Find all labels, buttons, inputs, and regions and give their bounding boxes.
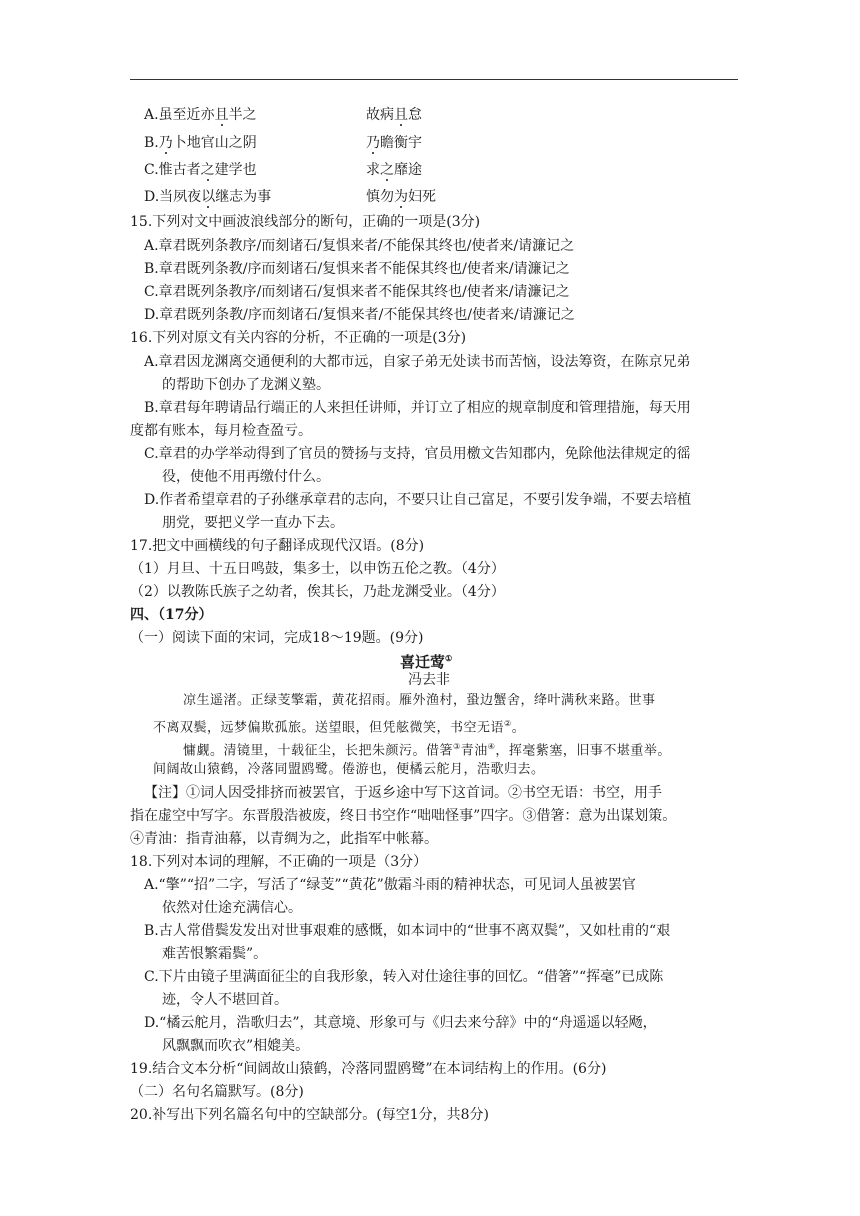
q16-stem: 16.下列对原文有关内容的分析，不正确的一项是(3分) — [130, 330, 467, 346]
q19-stem: 19.结合文本分析“间阔故山猿鹤，冷落同盟鸥鹭”在本词结构上的作用。(6分) — [130, 1061, 607, 1077]
q20-stem: 20.补写出下列名篇名句中的空缺部分。(每空1分，共8分) — [130, 1107, 490, 1123]
q14-option-b-compare: 乃瞻衡宇 — [366, 135, 422, 151]
q18-stem: 18.下列对本词的理解，不正确的一项是（3分） — [130, 854, 428, 870]
poem-line-1: 凉生遥渚。正绿芰擎霜，黄花招雨。雁外渔村，蛩边蟹舍，绛叶满秋来路。世事 — [183, 693, 656, 708]
q18-option-c: C.下片由镜子里满面征尘的自我形象，转入对仕途往事的回忆。“借箸”“挥毫”已成陈 — [144, 969, 664, 985]
q18-option-d-cont: 风飘飘而吹衣”相媲美。 — [162, 1038, 310, 1054]
q15-option-b: B.章君既列条教/序而刻诸石/复惧来者不能保其终也/使者来/请濂记之 — [144, 261, 570, 277]
q16-option-a: A.章君因龙渊离交通便利的大都市远，自家子弟无处读书而苦恼，设法筹资，在陈京兄弟 — [144, 354, 691, 370]
q14-option-b: B.乃卜地官山之阴 — [144, 135, 257, 151]
q15-option-d: D.章君既列条教/序而刻诸石/复惧来者/不能保其终也/使者来/请濂记之 — [144, 307, 575, 323]
q15-stem: 15.下列对文中画波浪线部分的断句，正确的一项是(3分) — [130, 214, 481, 230]
header-rule — [130, 79, 738, 80]
q17-sentence-2: （2）以教陈氏族子之幼者，俟其长，乃赴龙渊受业。（4分） — [130, 584, 505, 600]
poem-instruction: （一）阅读下面的宋词，完成18～19题。(9分) — [130, 630, 424, 646]
q14-option-d-compare: 慎勿为妇死 — [366, 189, 436, 205]
q14-option-a-compare: 故病且怠 — [366, 107, 422, 123]
q16-option-d-cont: 朋党，要把义学一直办下去。 — [162, 515, 344, 531]
q18-option-d: D.“橘云舵月，浩歌归去”，其意境、形象可与《归去来兮辞》中的“舟遥遥以轻飏， — [144, 1015, 657, 1031]
q18-option-c-cont: 迹，令人不堪回首。 — [162, 992, 288, 1008]
q16-option-c: C.章君的办学举动得到了官员的赞扬与支持，官员用檄文告知郡内，免除他法律规定的徭 — [144, 446, 691, 462]
q16-option-d: D.作者希望章君的子孙继承章君的志向，不要只让自己富足，不要引发争端，不要去培植 — [144, 492, 692, 508]
q14-option-d: D.当夙夜以继志为事 — [144, 189, 272, 205]
poem-author: 冯去非 — [408, 672, 450, 688]
q15-option-a: A.章君既列条教序/而刻诸石/复惧来者/不能保其终也/使者来/请濂记之 — [144, 238, 575, 254]
poem-note-1: 【注】①词人因受排挤而被罢官，于返乡途中写下这首词。②书空无语：书空，用手 — [144, 785, 662, 801]
poem-line-3: 慵觑。清镜里，十载征尘，长把朱颜污。借箸③青油④，挥毫紫塞，旧事不堪重举。 — [183, 742, 671, 759]
q15-option-c: C.章君既列条教序/而刻诸石/复惧来者不能保其终也/使者来/请濂记之 — [144, 284, 570, 300]
q18-option-b: B.古人常借鬓发发出对世事艰难的感慨，如本词中的“世事不离双鬓”，又如杜甫的“艰 — [144, 923, 671, 939]
poem-line-2: 不离双鬓，远梦偏欺孤旅。送望眼，但凭舷微笑，书空无语②。 — [153, 719, 526, 736]
q14-option-c-compare: 求之靡途 — [366, 162, 422, 178]
q14-option-a: A.虽至近亦且半之 — [144, 107, 257, 123]
section-heading: 四、（17分） — [130, 607, 213, 623]
q18-option-b-cont: 难苦恨繁霜鬓”。 — [162, 946, 268, 962]
q16-option-b: B.章君每年聘请品行端正的人来担任讲师，并订立了相应的规章制度和管理措施，每天用 — [144, 400, 691, 416]
poem-title: 喜迁莺① — [400, 653, 453, 671]
q16-option-b-cont: 度都有账本，每月检查盈亏。 — [130, 423, 312, 439]
q16-option-a-cont: 的帮助下创办了龙渊义塾。 — [162, 377, 330, 393]
poem-line-4: 间阔故山猿鹤，冷落同盟鸥鹭。倦游也，便橘云舵月，浩歌归去。 — [153, 762, 545, 777]
poem-note-3: ④青油：指青油幕，以青绸为之，此指军中帐幕。 — [130, 831, 438, 847]
q16-option-c-cont: 役，使他不用再缴付什么。 — [162, 469, 330, 485]
part2-heading: （二）名句名篇默写。(8分) — [130, 1084, 304, 1100]
q17-sentence-1: （1）月旦、十五日鸣鼓，集多士，以申饬五伦之教。（4分） — [130, 561, 505, 577]
q17-stem: 17.把文中画横线的句子翻译成现代汉语。(8分) — [130, 538, 425, 554]
poem-note-2: 指在虚空中写字。东晋殷浩被废，终日书空作“咄咄怪事”四字。③借箸：意为出谋划策。 — [130, 808, 677, 824]
q18-option-a: A.“擎”“招”二字，写活了“绿芰”“黄花”傲霜斗雨的精神状态，可见词人虽被罢官 — [144, 877, 636, 893]
q18-option-a-cont: 依然对仕途充满信心。 — [162, 900, 302, 916]
q14-option-c: C.惟古者之建学也 — [144, 162, 257, 178]
